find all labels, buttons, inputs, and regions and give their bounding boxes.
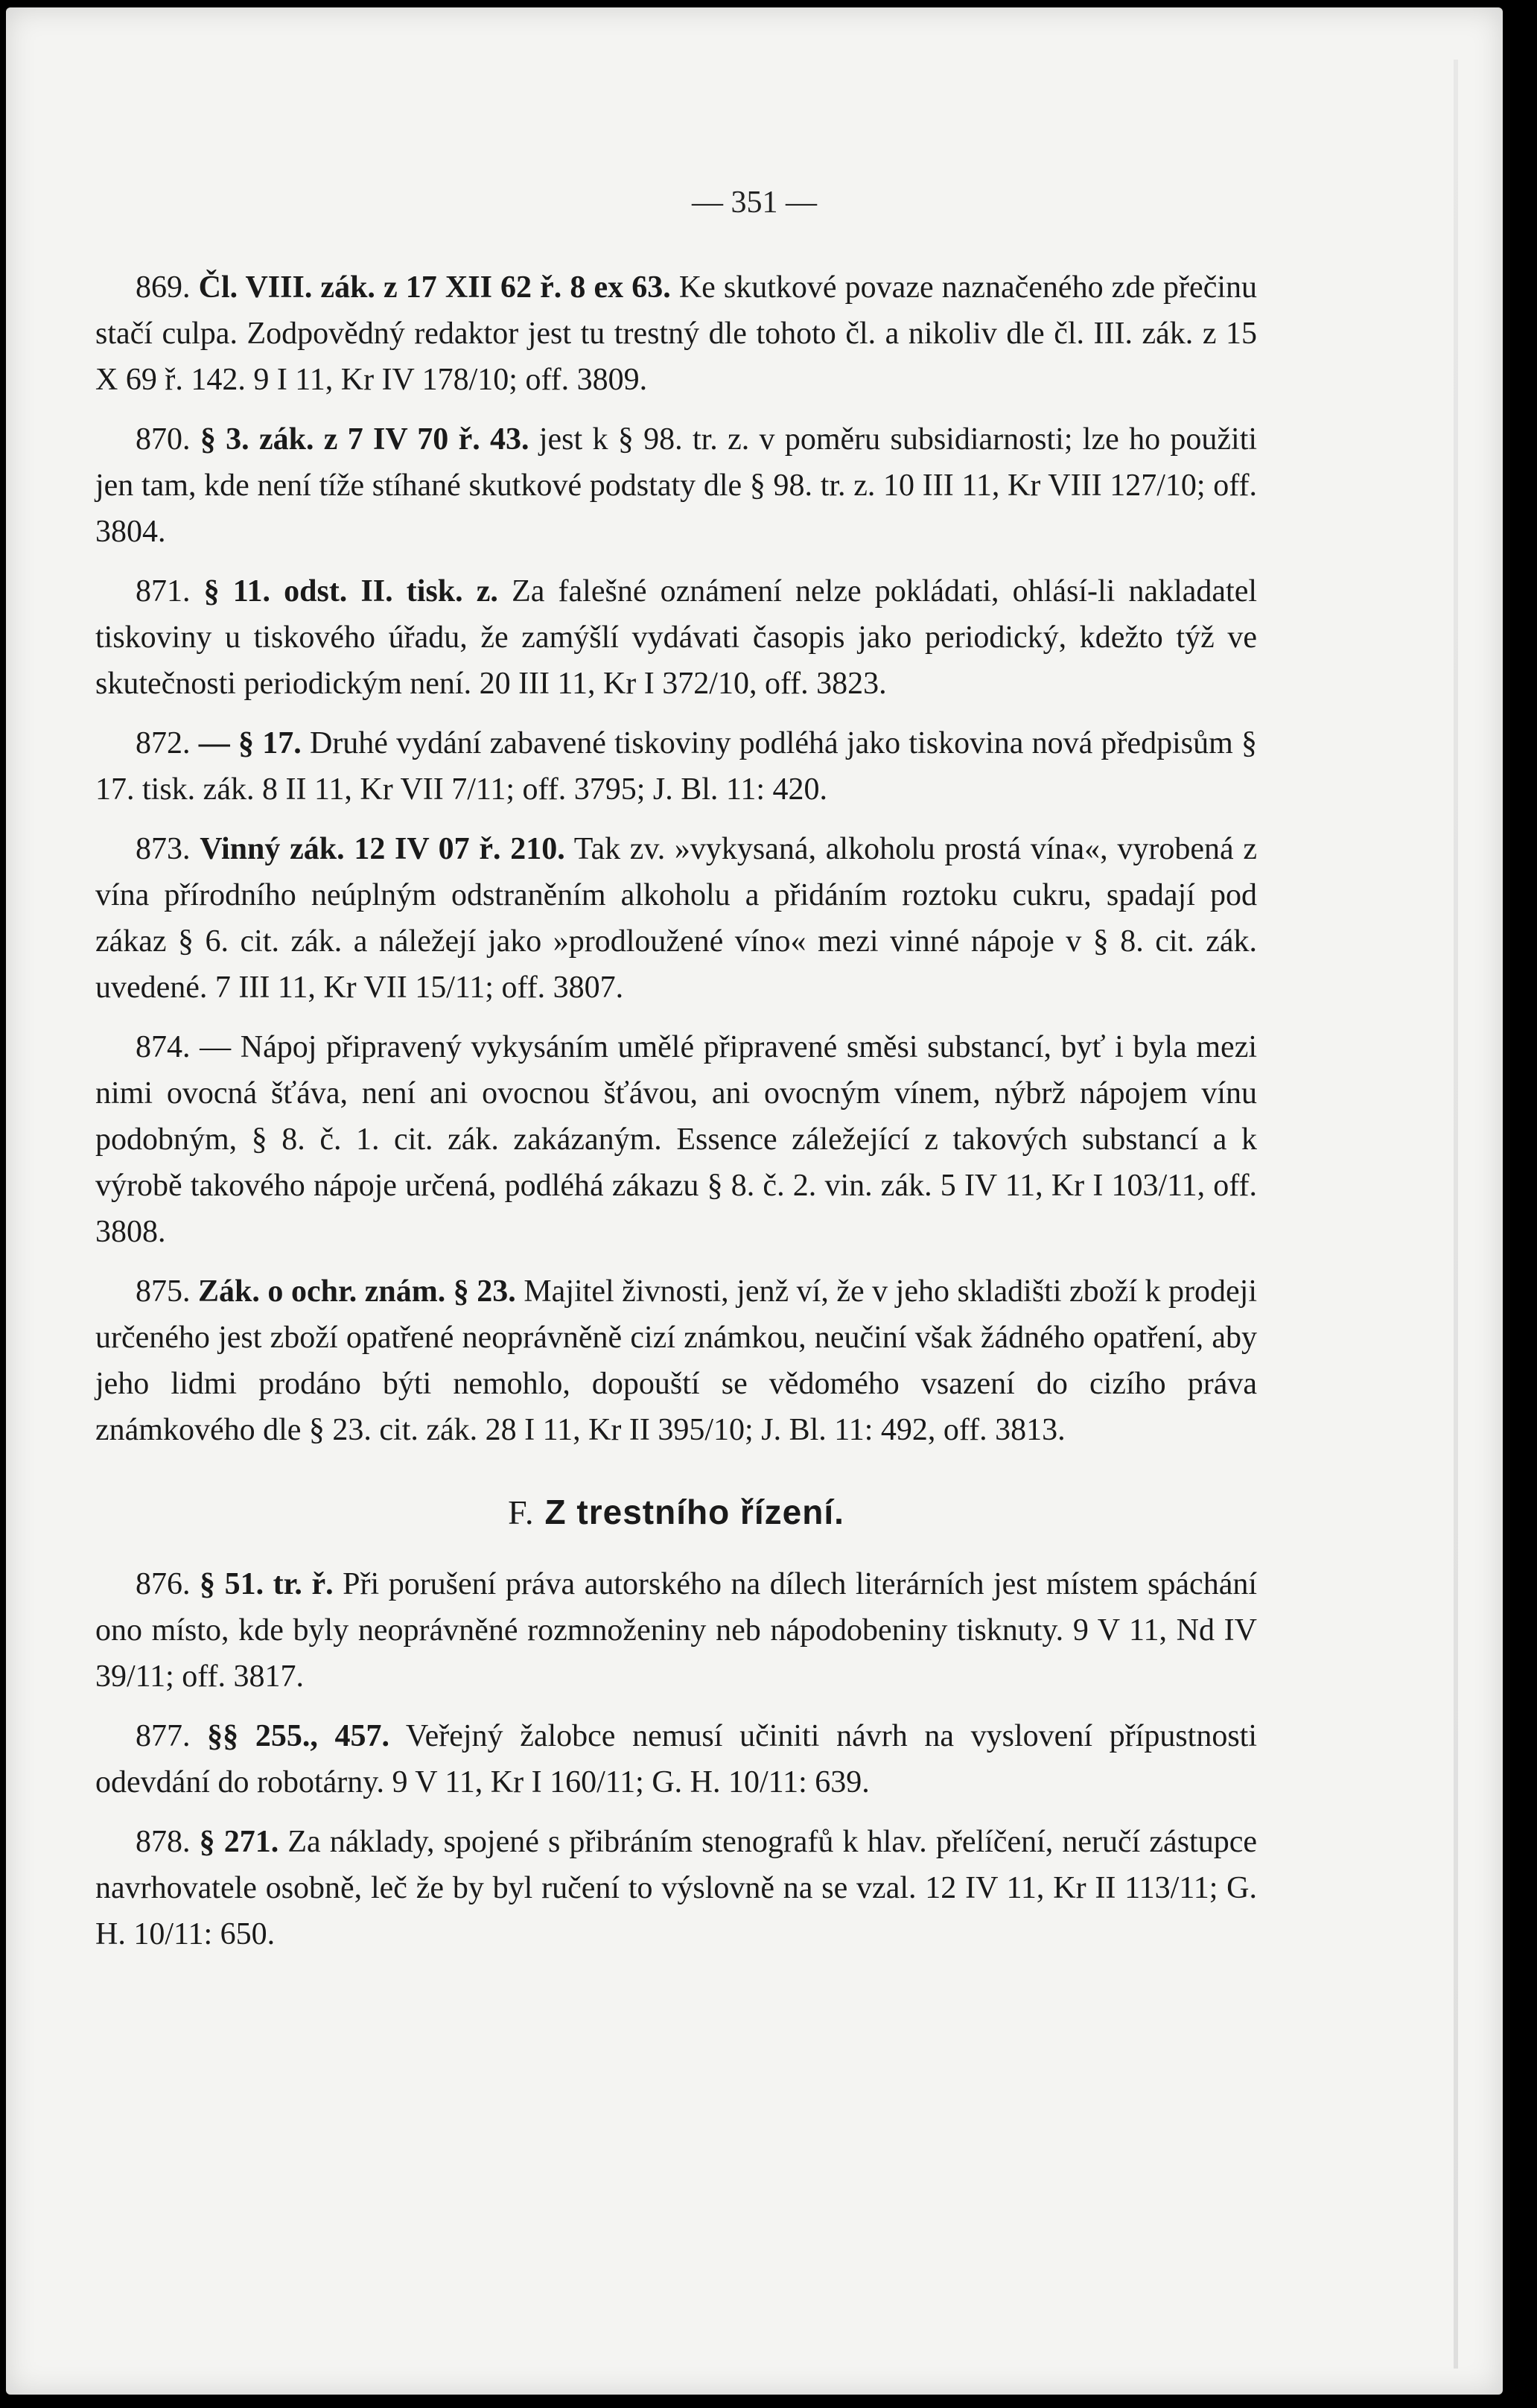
entry-text: Majitel živnosti, jenž ví, že v jeho skladišti zboží k prodeji určeného jest zboží opatřené neoprávněně cizí známkou, neučiní však žádného opatření, aby jeho lidmi prodáno býti nemohlo, dopouští se vědomého vsazení do cizího práva známkového dle § 23. cit. zák. 28 I 11, Kr II 395/10; J. Bl. 11: 492, off. 3813. [95,1274,1258,1447]
entry-reference: Čl. VIII. zák. z 17 XII 62 ř. 8 ex 63. [198,270,671,305]
page-content [95,264,1257,1971]
entry-text: Tak zv. »vykysaná, alkoholu prostá vína«, vyrobená z vína přírodního neúplným odstraněním alkoholu a přidáním roztoku cukru, spadají pod zákaz § 6. cit. zák. a náležejí jako »prodloužené víno« mezi vinné nápoje v § 8. cit. zák. uvedené. 7 III 11, Kr VII 15/11; off. 3807. [95,832,1257,1005]
entry-reference: — § 17. [198,726,302,760]
page-edge-shadow [1454,60,1458,2369]
entry-870 [95,416,1257,555]
page-number: — 351 — [692,185,817,220]
entry-number: 876. [136,1567,191,1601]
entry-text: — Nápoj připravený vykysáním umělé připravené směsi substancí, byť i byla mezi nimi ovocná šťáva, není ani ovocnou šťávou, ani ovocným vínem, nýbrž nápojem vínu podobným, § 8. č. 1. cit. zák. zakázaným. Essence záležející z takových substancí a k výrobě takového nápoje určená, podléhá zákazu § 8. č. 2. vin. zák. 5 IV 11, Kr I 103/11, off. 3808. [95,1030,1258,1249]
entry-number: 869. [136,270,191,305]
entry-reference: §§ 255., 457. [207,1719,390,1753]
entry-text: Veřejný žalobce nemusí učiniti návrh na vyslovení přípustnosti odevdání do robotárny. 9 V 11, Kr I 160/11; G. H. 10/11: 639. [95,1719,1258,1799]
section-letter: F. [508,1493,535,1531]
entry-number: 878. [136,1825,191,1859]
entry-text: Za náklady, spojené s přibráním stenografů k hlav. přelíčení, neručí zástupce navrhovatele osobně, leč že by byl ručení to výslovně na se vzal. 12 IV 11, Kr II 113/11; G. H. 10/11: 650. [95,1825,1257,1951]
entry-reference: § 51. tr. ř. [200,1567,334,1601]
entry-number: 871. [136,574,191,609]
entry-text: jest k § 98. tr. z. v poměru subsidiarnosti; lze ho použiti jen tam, kde není tíže stíhané skutkové podstaty dle § 98. tr. z. 10 III 11, Kr VIII 127/10; off. 3804. [95,422,1258,549]
entry-874 [95,1024,1257,1255]
entry-number: 872. [136,726,191,760]
entry-877 [95,1713,1257,1805]
entry-text: Druhé vydání zabavené tiskoviny podléhá jako tiskovina nová předpisům § 17. tisk. zák. 8 II 11, Kr VII 7/11; off. 3795; J. Bl. 11: 420. [95,726,1258,807]
entry-reference: Vinný zák. 12 IV 07 ř. 210. [200,832,565,866]
entry-number: 877. [136,1719,191,1753]
entry-878 [95,1819,1257,1957]
entry-number: 874. [136,1030,191,1064]
entry-number: 870. [136,422,191,457]
entry-reference: § 3. zák. z 7 IV 70 ř. 43. [200,422,529,457]
entry-number: 873. [136,832,191,866]
section-title: Z trestního řízení. [544,1493,844,1531]
entry-876 [95,1561,1257,1700]
book-page [6,7,1503,2395]
entry-text: Ke skutkové povaze naznačeného zde přečinu stačí culpa. Zodpovědný redaktor jest tu trestný dle tohoto čl. a nikoliv dle čl. III. zák. z 15 X 69 ř. 142. 9 I 11, Kr IV 178/10; off. 3809. [95,270,1258,397]
entry-text: Při porušení práva autorského na dílech literárních jest místem spáchání ono místo, kde byly neoprávněné rozmnoženiny neb nápodobeniny tisknuty. 9 V 11, Nd IV 39/11; off. 3817. [95,1567,1258,1694]
entry-872 [95,720,1257,813]
entry-reference: Zák. o ochr. znám. § 23. [198,1274,516,1309]
entry-875 [95,1268,1257,1453]
entry-871 [95,568,1257,707]
entry-number: 875. [136,1274,191,1309]
section-heading [95,1489,1257,1536]
entry-text: Za falešné oznámení nelze pokládati, ohlásí-li nakladatel tiskoviny u tiskového úřadu, že zamýšlí vydávati časopis jako periodický, kdežto týž ve skutečnosti periodickým není. 20 III 11, Kr I 372/10, off. 3823. [95,574,1258,701]
entry-873 [95,826,1257,1011]
entry-869 [95,264,1257,403]
entry-reference: § 271. [199,1825,279,1859]
entry-reference: § 11. odst. II. tisk. z. [203,574,498,609]
